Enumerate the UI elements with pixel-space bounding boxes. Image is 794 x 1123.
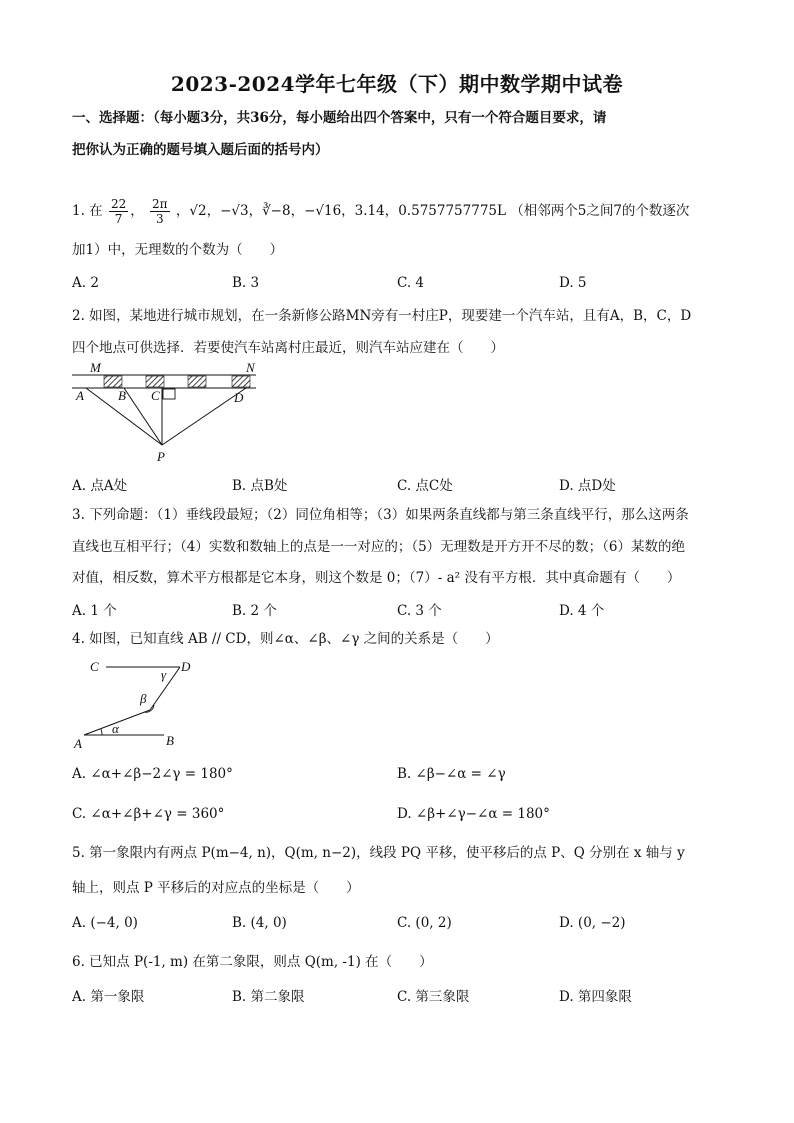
option-d[interactable]: D. (0, −2) bbox=[559, 915, 626, 931]
parallel-lines-figure bbox=[70, 655, 200, 753]
option-b[interactable]: B. 2 个 bbox=[232, 603, 277, 619]
option-c[interactable]: C. 第三象限 bbox=[397, 989, 470, 1005]
option-a[interactable]: A. (−4, 0) bbox=[72, 915, 138, 931]
label-b: B bbox=[166, 733, 174, 748]
hatch-block bbox=[188, 376, 206, 387]
angle-alpha-arc bbox=[101, 729, 102, 735]
label-gamma: γ bbox=[161, 667, 167, 682]
label-n: N bbox=[246, 360, 255, 375]
question-3-line1: 3. 下列命题：（1）垂线段最短；（2）同位角相等；（3）如果两条直线都与第三条直线平行，那么这两条 bbox=[72, 507, 689, 523]
option-a[interactable]: A. 2 bbox=[72, 275, 99, 291]
section-heading-line1: 一、选择题：（每小题3分，共36分，每小题给出四个答案中，只有一个符合题目要求，请 bbox=[72, 110, 607, 126]
label-m: M bbox=[90, 360, 101, 375]
label-a: A bbox=[74, 736, 82, 751]
question-3-line2: 直线也互相平行；（4）实数和数轴上的点是一一对应的；（5）无理数是开方开不尽的数；（6）某数的绝 bbox=[72, 539, 686, 555]
label-d: D bbox=[234, 390, 244, 405]
road-village-figure bbox=[66, 360, 266, 468]
fraction-22-7: $\frac{22}{7}$ bbox=[110, 197, 127, 226]
question-3-line3: 对值，相反数，算术平方根都是它本身，则这个数是 0；（7）- a² 没有平方根．其中真命题有（ ） bbox=[72, 570, 681, 586]
label-b: B bbox=[118, 388, 126, 403]
hatch-block bbox=[104, 376, 122, 387]
option-b[interactable]: B. 点B处 bbox=[232, 478, 288, 494]
option-a[interactable]: A. 点A处 bbox=[72, 478, 128, 494]
question-1-numbers: ，√2，−√3，∛−8，−√16，3.14，0.5757757775L （相邻两个5之间7的个数逐次 bbox=[175, 203, 690, 219]
label-p: P bbox=[157, 449, 165, 464]
option-d[interactable]: D. 第四象限 bbox=[559, 989, 632, 1005]
option-c[interactable]: C. 3 个 bbox=[397, 603, 442, 619]
hatch-block bbox=[146, 376, 164, 387]
option-a[interactable]: A. 第一象限 bbox=[72, 989, 145, 1005]
option-b[interactable]: B. 3 bbox=[232, 275, 260, 291]
option-c[interactable]: C. 点C处 bbox=[397, 478, 453, 494]
section-heading-line2: 把你认为正确的题号填入题后面的括号内） bbox=[72, 142, 329, 158]
option-d[interactable]: D. 点D处 bbox=[559, 478, 616, 494]
option-a[interactable]: A. 1 个 bbox=[72, 603, 117, 619]
option-d[interactable]: D. ∠β+∠γ−∠α = 180° bbox=[397, 806, 550, 822]
question-1-line2: 加1）中，无理数的个数为（ ） bbox=[72, 242, 284, 258]
right-angle-mark bbox=[163, 389, 175, 399]
question-1-number: 1. 在 bbox=[72, 203, 103, 219]
label-c: C bbox=[90, 659, 99, 674]
option-d[interactable]: D. 5 bbox=[559, 275, 587, 291]
label-alpha: α bbox=[112, 721, 119, 736]
page-title: 2023-2024学年七年级（下）期中数学期中试卷 bbox=[170, 72, 624, 96]
hatch-block bbox=[232, 376, 250, 387]
label-c: C bbox=[151, 388, 160, 403]
option-a[interactable]: A. ∠α+∠β−2∠γ = 180° bbox=[72, 766, 233, 782]
question-4-line1: 4. 如图，已知直线 AB // CD，则∠α、∠β、∠γ 之间的关系是（ ） bbox=[72, 631, 499, 647]
question-2-line1: 2. 如图，某地进行城市规划，在一条新修公路MN旁有一村庄P，现要建一个汽车站，且有A，B，C，D bbox=[72, 308, 692, 324]
label-beta: β bbox=[140, 691, 147, 706]
question-1-line1: 1. 在 $\frac{22}{7}$ ， $\frac{2\pi}{3}$ ，√2，−√3，∛−8，−√16，3.14，0.5757757775L （相邻两个5之间7的个数逐次 bbox=[72, 197, 690, 226]
question-5-line1: 5. 第一象限内有两点 P(m−4, n)，Q(m, n−2)，线段 PQ 平移，使平移后的点 P、Q 分别在 x 轴与 y bbox=[72, 845, 685, 861]
question-6-line1: 6. 已知点 P(-1, m) 在第二象限，则点 Q(m, -1) 在（ ） bbox=[72, 954, 433, 970]
option-b[interactable]: B. (4, 0) bbox=[232, 915, 287, 931]
label-d: D bbox=[181, 659, 191, 674]
option-c[interactable]: C. 4 bbox=[397, 275, 425, 291]
question-5-line2: 轴上，则点 P 平移后的对应点的坐标是（ ） bbox=[72, 880, 360, 896]
option-b[interactable]: B. 第二象限 bbox=[232, 989, 305, 1005]
option-c[interactable]: C. (0, 2) bbox=[397, 915, 452, 931]
option-b[interactable]: B. ∠β−∠α = ∠γ bbox=[397, 766, 506, 782]
option-c[interactable]: C. ∠α+∠β+∠γ = 360° bbox=[72, 806, 225, 822]
option-d[interactable]: D. 4 个 bbox=[559, 603, 605, 619]
label-a: A bbox=[76, 388, 84, 403]
question-2-line2: 四个地点可供选择．若要使汽车站离村庄最近，则汽车站应建在（ ） bbox=[72, 340, 504, 356]
fraction-2pi-3: $\frac{2\pi}{3}$ bbox=[152, 197, 168, 226]
